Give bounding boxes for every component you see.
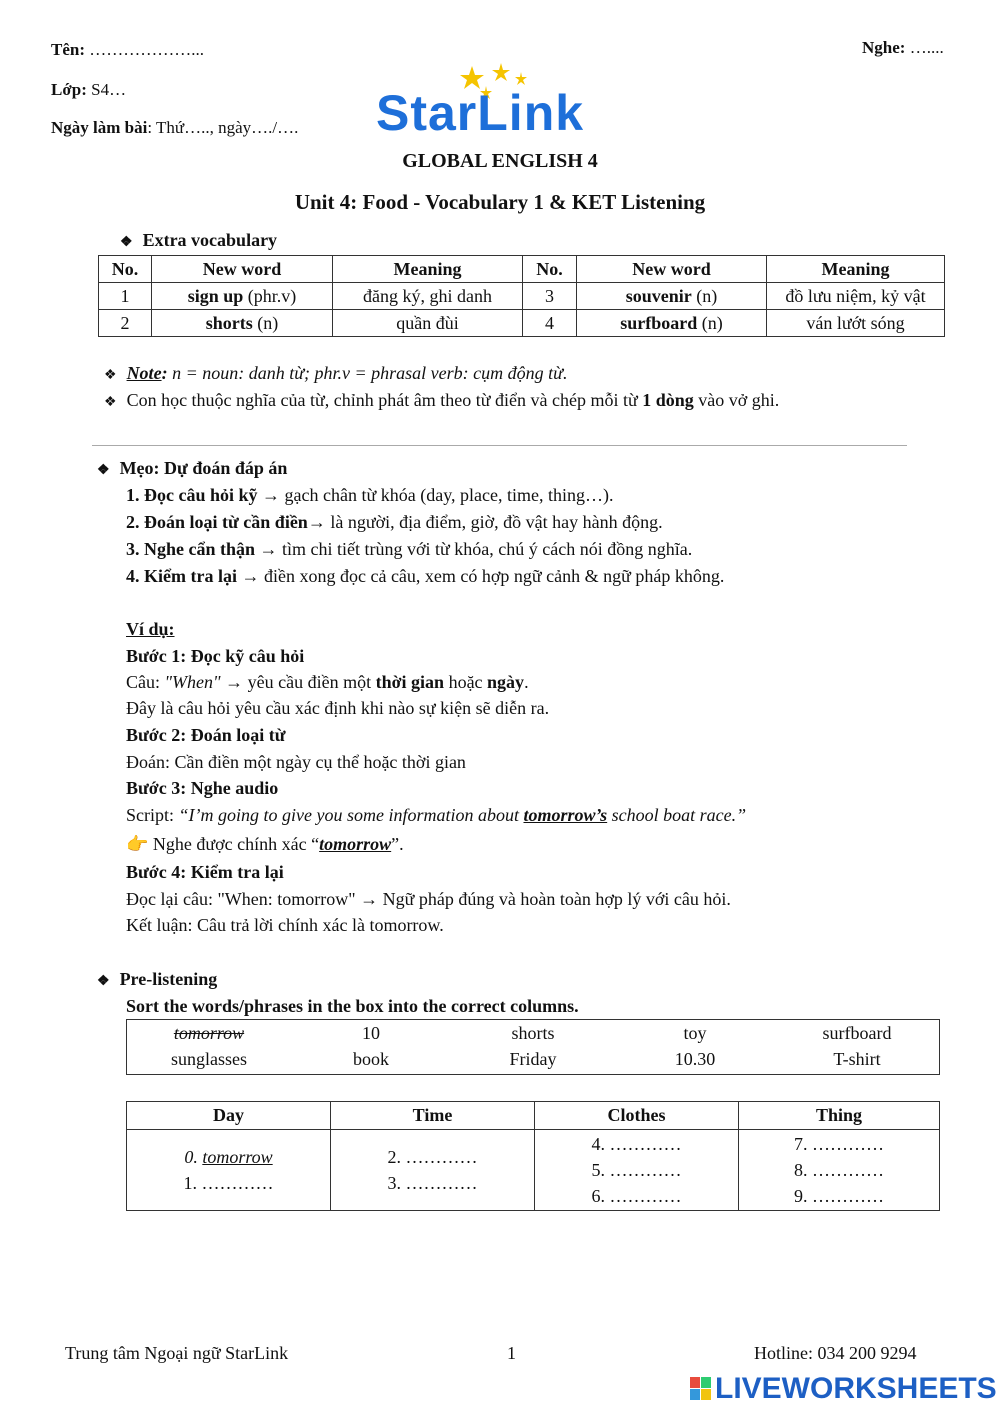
vocab-word (577, 283, 767, 310)
listen-field[interactable]: ….... (905, 38, 944, 57)
date-label: Ngày làm bài (51, 118, 148, 137)
col-header-thing: Thing (739, 1102, 940, 1130)
tip-item (126, 539, 692, 560)
word-text: surfboard (620, 312, 698, 333)
word-chip[interactable]: Friday (509, 1049, 557, 1069)
answer-blank[interactable]: 8. ………… (794, 1160, 884, 1180)
row-number: 2 (99, 310, 152, 337)
footer-center-name: Trung tâm Ngoại ngữ StarLink (65, 1343, 289, 1363)
row-number: 3 (523, 283, 577, 310)
name-line (51, 40, 204, 60)
table-row (99, 283, 945, 310)
vocab-word (152, 283, 333, 310)
class-field[interactable]: S4… (86, 80, 127, 99)
script-line (126, 805, 746, 826)
step-3-heading: Bước 3: Nghe audio (126, 778, 279, 798)
step-1-line (126, 672, 529, 693)
time-cell (331, 1130, 535, 1211)
script-label: Script: (126, 805, 179, 825)
day-cell (127, 1130, 331, 1211)
col-header: New word (152, 256, 333, 283)
table-row (99, 310, 945, 337)
name-label: Tên: (51, 40, 85, 59)
word-text: sign up (187, 285, 244, 306)
tip-bold: 1. Đọc câu hỏi kỹ (126, 485, 258, 505)
extra-vocab-label: Extra vocabulary (142, 230, 278, 250)
answer-blank[interactable]: 2. ………… (387, 1147, 478, 1167)
answer-blank[interactable]: 5. ………… (591, 1160, 682, 1180)
step-2-line: Đoán: Cần điền một ngày cụ thể hoặc thời gian (126, 752, 466, 772)
name-field[interactable]: ………………... (85, 40, 204, 59)
word-chip[interactable]: book (353, 1049, 389, 1069)
row-number: 1 (99, 283, 152, 310)
example-word: tomorrow (202, 1147, 273, 1167)
date-field[interactable]: : Thứ….., ngày…./…. (147, 118, 299, 137)
word-type: (phr.v) (243, 285, 297, 306)
prelistening-heading (97, 969, 217, 990)
conclusion-line: Kết luận: Câu trả lời chính xác là tomorrow. (126, 915, 444, 935)
word-chip[interactable]: shorts (511, 1023, 555, 1043)
step-2-heading: Bước 2: Đoán loại từ (126, 725, 286, 745)
answer-blank[interactable]: 7. ………… (794, 1134, 884, 1154)
liveworksheets-logo[interactable] (690, 1372, 997, 1406)
table-row (127, 1130, 940, 1211)
tip-bold: 4. Kiểm tra lại (126, 566, 237, 586)
class-line (51, 80, 126, 100)
study-text: Con học thuộc nghĩa của từ, chỉnh phát âm theo từ điển và chép mỗi từ (126, 390, 643, 410)
text: hoặc (444, 672, 488, 692)
col-header: Meaning (767, 256, 945, 283)
unit-title: Unit 4: Food - Vocabulary 1 & KET Listening (294, 190, 706, 214)
study-line (104, 390, 779, 411)
starlink-logo (376, 62, 626, 142)
logo-text: StarLink (376, 85, 585, 141)
col-header: Meaning (333, 256, 523, 283)
tip-text: → gạch chân từ khóa (day, place, time, thing…). (257, 485, 614, 505)
text: . (524, 672, 529, 692)
step-1-explanation: Đây là câu hỏi yêu cầu xác định khi nào sự kiện sẽ diễn ra. (126, 698, 550, 718)
tip-item (126, 485, 614, 506)
listen-line (862, 38, 944, 58)
study-text-end: vào vở ghi. (693, 390, 780, 410)
script-text-end: school boat race.” (607, 805, 747, 825)
text: Câu: (126, 672, 165, 692)
text: → yêu cầu điền một (220, 672, 376, 692)
diamond-bullet-icon: ❖ (104, 395, 117, 410)
example-heading: Ví dụ: (126, 619, 175, 639)
answer-blank[interactable]: 9. ………… (794, 1186, 884, 1206)
sort-table (126, 1101, 940, 1211)
word-text: souvenir (625, 285, 692, 306)
note-line: ❖ Note: n = noun: danh từ; phr.v = phrasal verb: cụm động từ. (104, 363, 568, 383)
thing-cell (739, 1130, 940, 1211)
script-keyword: tomorrow’s (523, 805, 608, 825)
vocab-word (152, 310, 333, 337)
word-meaning: đồ lưu niệm, kỷ vật (767, 283, 945, 310)
row-number: 4 (523, 310, 577, 337)
tips-heading (97, 458, 287, 479)
bold-word: ngày (487, 672, 525, 692)
liveworksheets-icon (690, 1377, 712, 1401)
hotline: Hotline: 034 200 9294 (754, 1343, 917, 1363)
step-1-heading: Bước 1: Đọc kỹ câu hỏi (126, 646, 305, 666)
page-number: 1 (507, 1343, 516, 1363)
col-header-clothes: Clothes (535, 1102, 739, 1130)
word-meaning: đăng ký, ghi danh (333, 283, 523, 310)
tip-item (126, 566, 724, 587)
example-answer (127, 1144, 330, 1170)
word-box (126, 1019, 940, 1075)
word-chip[interactable]: 10.30 (674, 1049, 716, 1069)
step-4-line: Đọc lại câu: "When: tomorrow" → Ngữ pháp đúng và hoàn toàn hợp lý với câu hỏi. (126, 889, 731, 909)
step-4-heading: Bước 4: Kiểm tra lại (126, 862, 284, 882)
tip-item (126, 512, 663, 533)
heard-keyword: tomorrow (319, 834, 392, 854)
tip-bold: 3. Nghe cẩn thận (126, 539, 256, 559)
tip-text: → là người, địa điểm, giờ, đồ vật hay hành động. (307, 512, 663, 532)
col-header: New word (577, 256, 767, 283)
word-type: (n) (691, 285, 718, 306)
col-header: No. (99, 256, 152, 283)
date-line (51, 118, 298, 138)
word-type: (n) (697, 312, 723, 333)
answer-blank[interactable]: 4. ………… (591, 1134, 682, 1154)
word-chip[interactable]: toy (683, 1023, 707, 1043)
answer-blank[interactable]: 3. ………… (387, 1173, 478, 1193)
study-bold: 1 dòng (642, 390, 694, 410)
word-chip[interactable]: T-shirt (833, 1049, 881, 1069)
heard-text-end: ”. (391, 834, 404, 854)
tips-label: Mẹo: Dự đoán đáp án (119, 458, 288, 478)
clothes-cell (535, 1130, 739, 1211)
script-text: “I’m going to give you some information about (178, 805, 524, 825)
answer-blank[interactable]: 1. ………… (183, 1173, 274, 1193)
diamond-bullet-icon: ❖ (97, 463, 110, 478)
diamond-bullet-icon: ❖ (120, 235, 133, 250)
listen-label: Nghe: (862, 38, 906, 57)
tip-bold: 2. Đoán loại từ cần điền (126, 512, 308, 532)
instruction: Sort the words/phrases in the box into the correct columns. (126, 996, 579, 1016)
class-label: Lớp: (51, 80, 87, 99)
answer-blank[interactable]: 6. ………… (591, 1186, 682, 1206)
word-meaning: quần đùi (333, 310, 523, 337)
answer-number: 0. (184, 1147, 203, 1167)
word-text: shorts (205, 312, 253, 333)
col-header: No. (523, 256, 577, 283)
pointing-hand-icon: 👉 (126, 834, 149, 854)
diamond-bullet-icon: ❖ (104, 368, 117, 383)
extra-vocab-heading (120, 230, 277, 251)
word-chip[interactable]: sunglasses (171, 1049, 247, 1069)
tip-text: → tìm chi tiết trùng với từ khóa, chú ý cách nói đồng nghĩa. (255, 539, 693, 559)
when-word: "When" (164, 672, 221, 692)
table-header-row (99, 256, 945, 283)
word-chip[interactable]: 10 (362, 1023, 380, 1043)
diamond-bullet-icon: ❖ (97, 974, 110, 989)
note-text: n = noun: danh từ; phr.v = phrasal verb: cụm động từ. (172, 363, 568, 383)
course-title: GLOBAL ENGLISH 4 (402, 150, 598, 172)
word-chip[interactable]: surfboard (822, 1023, 892, 1043)
table-header-row (127, 1102, 940, 1130)
brand-text: LIVEWORKSHEETS (715, 1372, 997, 1405)
col-header-time: Time (331, 1102, 535, 1130)
divider (92, 445, 907, 446)
vocab-word (577, 310, 767, 337)
col-header-day: Day (127, 1102, 331, 1130)
note-label: Note (126, 363, 162, 383)
vocab-table (98, 255, 945, 337)
heard-line (126, 834, 404, 855)
word-chip[interactable]: tomorrow (173, 1023, 245, 1043)
word-meaning: ván lướt sóng (767, 310, 945, 337)
heard-text: Nghe được chính xác “ (148, 834, 320, 854)
tip-text: → điền xong đọc cả câu, xem có hợp ngữ cảnh & ngữ pháp không. (236, 566, 725, 586)
word-type: (n) (252, 312, 279, 333)
prelistening-label: Pre-listening (119, 969, 218, 989)
bold-word: thời gian (375, 672, 445, 692)
